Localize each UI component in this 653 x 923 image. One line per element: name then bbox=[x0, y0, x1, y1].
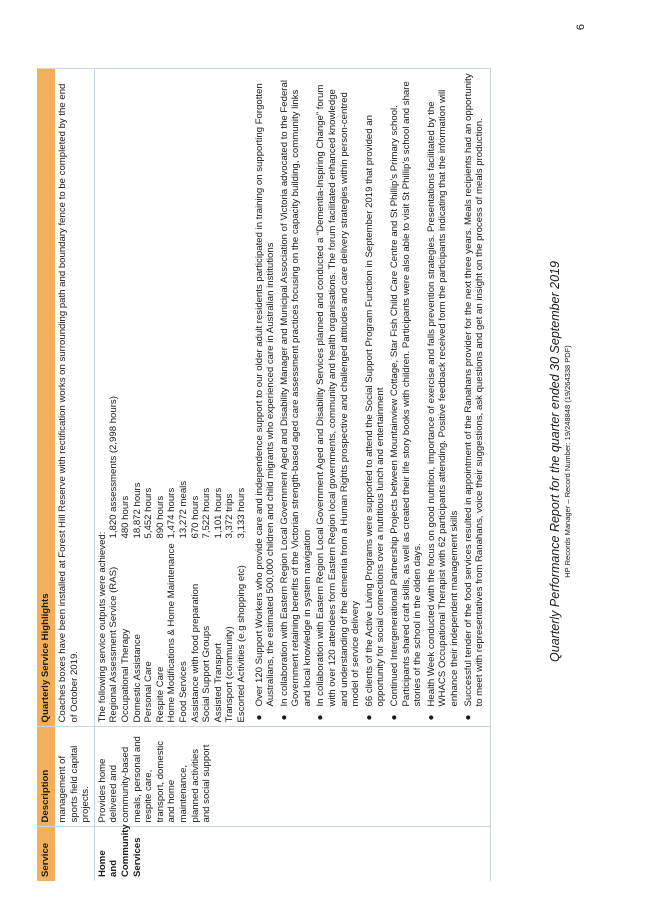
bullet-text: 66 clients of the Active Living Programs were supported to attend the Social Support Program Function in September 2019 that provided an opportunity for social connections over a nutritious lunch and entertainment bbox=[363, 115, 387, 707]
output-label: Transport (community) bbox=[224, 626, 236, 723]
output-label: Domestic Assistance bbox=[131, 633, 143, 723]
bullet-icon: ● bbox=[363, 714, 375, 721]
output-value: 13,272 meals bbox=[177, 480, 189, 539]
list-item bbox=[462, 73, 486, 721]
output-value: 890 hours bbox=[154, 495, 166, 539]
output-label: Home Modifications & Home Maintenance bbox=[166, 543, 178, 723]
table-header-row bbox=[37, 69, 55, 882]
description-cell: management of sports field capital projects. bbox=[55, 727, 94, 827]
bullet-text: Health Week conducted with the focus on good nutrition, importance of exercise and falls prevention strategies. Presentations facilitated by the WHACS Occupational Therapist with 62 participants attending. Positive feedback received form the participants indicating that the information will enhance their independent management skills bbox=[425, 89, 460, 707]
bullet-text: Over 120 Support Workers who provide care and independence support to our older adult residents participated in training on supporting Forgotten Australians, the estimated 500,000 children and child migrants who experienced care in Australian institutions bbox=[253, 83, 277, 707]
record-number: HP Records Manager – Record Number: 19/248848 (19/264338 PDF) bbox=[563, 345, 572, 578]
page-number: 6 bbox=[575, 24, 587, 31]
highlight-cell bbox=[94, 69, 490, 728]
output-label: Social Support Groups bbox=[201, 625, 213, 723]
output-value: 3,372 trips bbox=[224, 493, 236, 539]
list-item bbox=[143, 396, 155, 722]
bullet-text: Successful tender of the food services resulted in appointment of the Ranahans provider for the next three years. Meals recipients had an opportunity to meet with representatives from Ranahans, voice their suggestions, ask questions and get an insight on the process of meals production. bbox=[462, 73, 486, 707]
service-cell bbox=[55, 827, 94, 881]
list-item bbox=[213, 396, 225, 722]
output-label: Occupational Therapy bbox=[119, 628, 131, 723]
description-cell: Provides home delivered and community-based meals, personal and respite care, transport, domestic and home maintenance, planned activities and social support bbox=[94, 727, 490, 827]
output-label: Escorted Activities (e.g shopping etc) bbox=[235, 565, 247, 723]
header-description: Description bbox=[37, 727, 55, 827]
service-cell: Home and Community Services bbox=[94, 827, 490, 881]
output-value: 5,452 hours bbox=[143, 487, 155, 539]
bullet-icon: ● bbox=[278, 714, 290, 721]
output-label: Personal Care bbox=[143, 661, 155, 723]
list-item bbox=[108, 396, 120, 722]
list-item bbox=[389, 73, 424, 721]
bullet-icon: ● bbox=[389, 714, 401, 721]
highlight-cell: Coaches boxes have been installed at Forest Hill Reserve with rectification works on surrounding path and boundary fence to be completed by the end of October 2019. bbox=[55, 69, 94, 728]
highlights-list bbox=[254, 73, 486, 723]
list-item bbox=[190, 396, 202, 722]
output-label: Respite Care bbox=[154, 666, 166, 723]
header-highlights: Quarterly Service Highlights bbox=[37, 69, 55, 728]
report-title: Quarterly Performance Report for the quarter ended 30 September 2019 bbox=[548, 261, 562, 662]
output-value: 480 hours bbox=[119, 495, 131, 539]
output-value: 3,133 hours bbox=[235, 487, 247, 539]
list-item bbox=[363, 73, 387, 721]
table-row bbox=[94, 69, 490, 882]
output-value: 1,820 assessments (2,998 hours) bbox=[108, 396, 120, 539]
output-label: Food Services bbox=[177, 661, 189, 723]
bullet-text: In collaboration with Eastern Region Local Government Aged and Disability Manager and Municipal Association of Victoria advocated to the Federal Government retaining benefits of the Victorian strength-based aged care assessment practices focusing on the capacity building, community links and local knowledge in system navigation bbox=[278, 80, 313, 707]
output-value: 7,522 hours bbox=[201, 487, 213, 539]
outputs-intro: The following service outputs were achieved: bbox=[96, 531, 108, 723]
service-highlights-table bbox=[37, 68, 491, 881]
bullet-text: Continued Intergenerational Partnership Projects between Mountainview Cottage, Star Fish Child Care Centre and St Phillip’s Primary school. Participants shared craft skills, as well as created their life story books with children. Participants were also able to visit St Phillip’s school and share stories of the school in the olden days. bbox=[389, 81, 424, 707]
list-item bbox=[120, 396, 132, 722]
bullet-icon: ● bbox=[462, 714, 474, 721]
list-item bbox=[178, 396, 190, 722]
header-service: Service bbox=[37, 827, 55, 881]
list-item bbox=[201, 396, 213, 722]
bullet-text: In collaboration with Eastern Region Local Government Aged and Disability Services planned and conducted a “Dementia-Inspiring Change” forum with over 120 attendees form Eastern Region local governments, community and health organisations. The forum facilitated enhanced knowledge and understanding of the dementia from a Human Rights prospective and challenged attitudes and care delivery strategies within person-centred model of service delivery bbox=[315, 84, 362, 707]
list-item bbox=[224, 396, 236, 722]
output-label: Regional Assessment Service (RAS) bbox=[108, 566, 120, 723]
list-item bbox=[132, 396, 144, 722]
list-item bbox=[278, 73, 314, 721]
list-item bbox=[425, 73, 461, 721]
table-row bbox=[55, 69, 94, 882]
bullet-icon: ● bbox=[425, 714, 437, 721]
outputs-list bbox=[108, 396, 247, 722]
bullet-icon: ● bbox=[315, 714, 327, 721]
list-item bbox=[155, 396, 167, 722]
bullet-icon: ● bbox=[253, 714, 265, 721]
output-value: 1,101 hours bbox=[212, 487, 224, 539]
output-value: 18,872 hours bbox=[131, 482, 143, 539]
list-item bbox=[166, 396, 178, 722]
list-item bbox=[315, 73, 362, 721]
list-item bbox=[236, 396, 248, 722]
output-value: 670 hours bbox=[189, 495, 201, 539]
output-label: Assisted Transport bbox=[212, 643, 224, 723]
output-label: Assistance with food preparation bbox=[189, 583, 201, 723]
list-item bbox=[253, 73, 277, 721]
output-value: 1,474 hours bbox=[166, 487, 178, 539]
